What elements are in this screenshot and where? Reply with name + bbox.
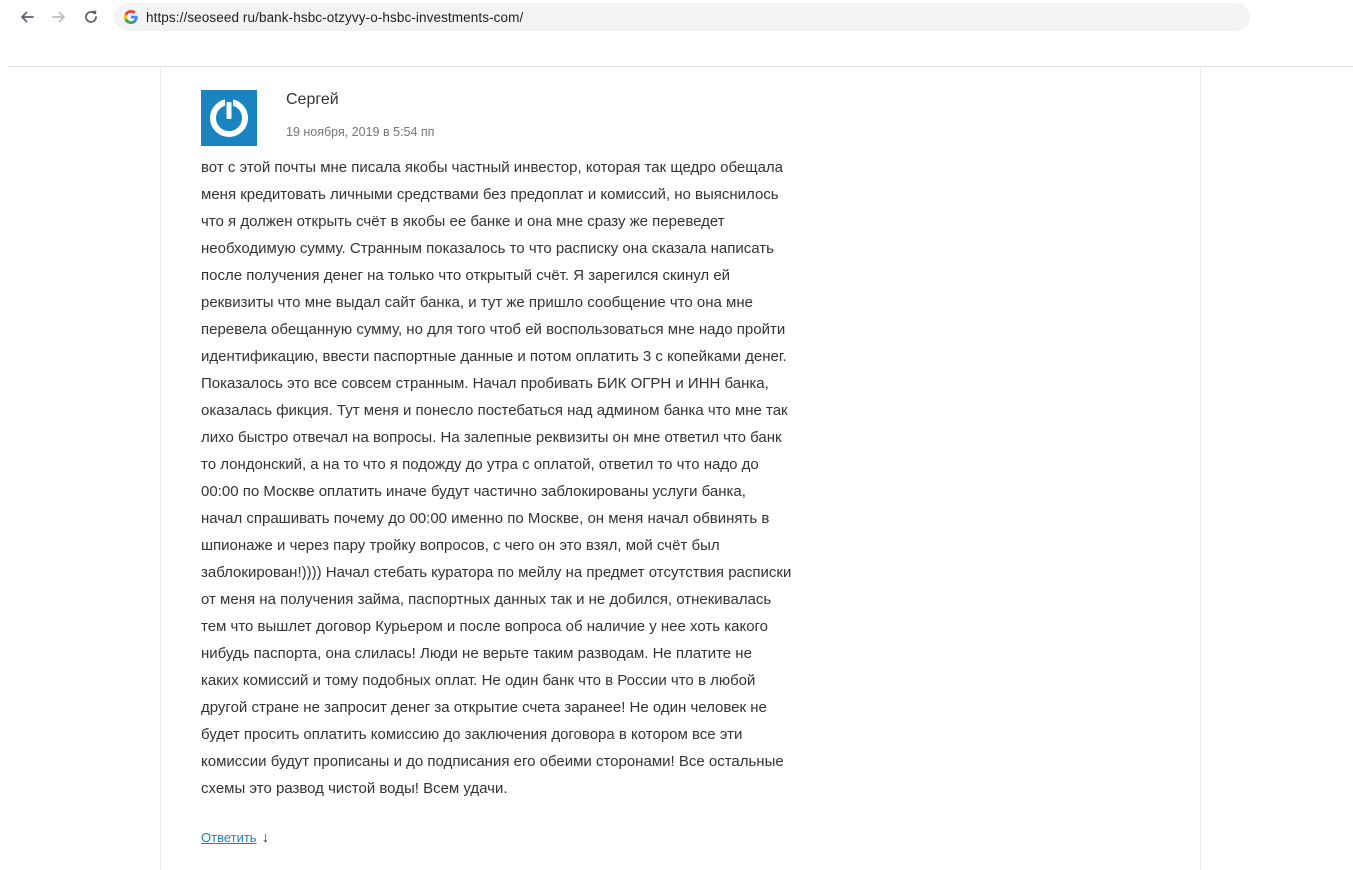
- comment-line: от меня на получения займа, паспортных данных так и не добился, отнекивалась: [201, 591, 772, 608]
- google-g-icon: [124, 10, 138, 24]
- comment-line: что я должен открыть счёт в якобы ее банке и она мне сразу же переведет: [201, 213, 725, 230]
- comment-line: нибудь паспорта, она слилась! Люди не верьте таким разводам. Не платите не: [201, 645, 752, 662]
- comment-line: каких комиссий и тому подобных оплат. Не один банк что в России что в любой: [201, 672, 756, 689]
- arrow-right-icon: [51, 9, 67, 25]
- reload-button[interactable]: [79, 5, 103, 29]
- comment-line: другой стране не запросит денег за открытие счета заранее! Не один человек не: [201, 699, 767, 716]
- reply-label[interactable]: Ответить: [201, 830, 257, 845]
- comment-date[interactable]: 19 ноября, 2019 в 5:54 пп: [286, 125, 435, 139]
- reply-link[interactable]: [201, 829, 269, 846]
- url-text[interactable]: https://seoseed ru/bank-hsbc-otzyvy-o-hsbc-investments-com/: [146, 9, 524, 25]
- comment-author: Сергей: [286, 91, 339, 108]
- forward-button[interactable]: [47, 5, 71, 29]
- comment-line: после получения денег на только что открытый счёт. Я зарегился скинул ей: [201, 267, 731, 284]
- address-bar[interactable]: [114, 3, 1250, 31]
- power-avatar-icon: [201, 90, 257, 146]
- comment-line: то лондонский, а на то что я подожду до утра с оплатой, ответил то что надо до: [201, 456, 759, 473]
- comment-line: лихо быстро отвечал на вопросы. На залепные реквизиты он мне ответил что банк: [201, 429, 782, 446]
- arrow-down-icon: ↓: [261, 829, 270, 846]
- comment-line: шпионаже и через пару тройку вопросов, с чего он это взял, мой счёт был: [201, 537, 720, 554]
- reload-icon: [83, 9, 99, 25]
- avatar: [201, 90, 257, 146]
- comment-line: перевела обещанную сумму, но для того чтоб ей воспользоваться мне надо пройти: [201, 321, 786, 338]
- back-button[interactable]: [15, 5, 39, 29]
- comment-line: комиссии будут прописаны и до подписания его обеими сторонами! Все остальные: [201, 753, 784, 770]
- comment-text: [201, 154, 841, 802]
- comment-line: вот с этой почты мне писала якобы частный инвестор, которая так щедро обещала: [201, 159, 784, 176]
- comment-line: Показалось это все совсем странным. Начал пробивать БИК ОГРН и ИНН банка,: [201, 375, 769, 392]
- browser-toolbar: [0, 0, 1353, 36]
- comment-line: идентификацию, ввести паспортные данные и потом оплатить 3 с копейками денег.: [201, 348, 787, 365]
- comment-line: заблокирован!)))) Начал стебать куратора по мейлу на предмет отсутствия расписки: [201, 564, 792, 581]
- comment-line: схемы это развод чистой воды! Всем удачи.: [201, 780, 508, 797]
- comment-line: тем что вышлет договор Курьером и после вопроса об наличие у нее хоть какого: [201, 618, 769, 635]
- comment-line: 00:00 по Москве оплатить иначе будут частично заблокированы услуги банка,: [201, 483, 746, 500]
- comment-line: меня кредитовать личными средствами без предоплат и комиссий, но выяснилось: [201, 186, 779, 203]
- arrow-left-icon: [19, 9, 35, 25]
- comment-line: реквизиты что мне выдал сайт банка, и тут же пришло сообщение что она мне: [201, 294, 753, 311]
- comment-line: будет просить оплатить комиссию до заключения договора в котором все эти: [201, 726, 743, 743]
- comment-line: начал спрашивать почему до 00:00 именно по Москве, он меня начал обвинять в: [201, 510, 770, 527]
- comment-line: необходимую сумму. Странным показалось то что расписку она сказала написать: [201, 240, 774, 257]
- comment-line: оказалась фикция. Тут меня и понесло постебаться над админом банка что мне так: [201, 402, 788, 419]
